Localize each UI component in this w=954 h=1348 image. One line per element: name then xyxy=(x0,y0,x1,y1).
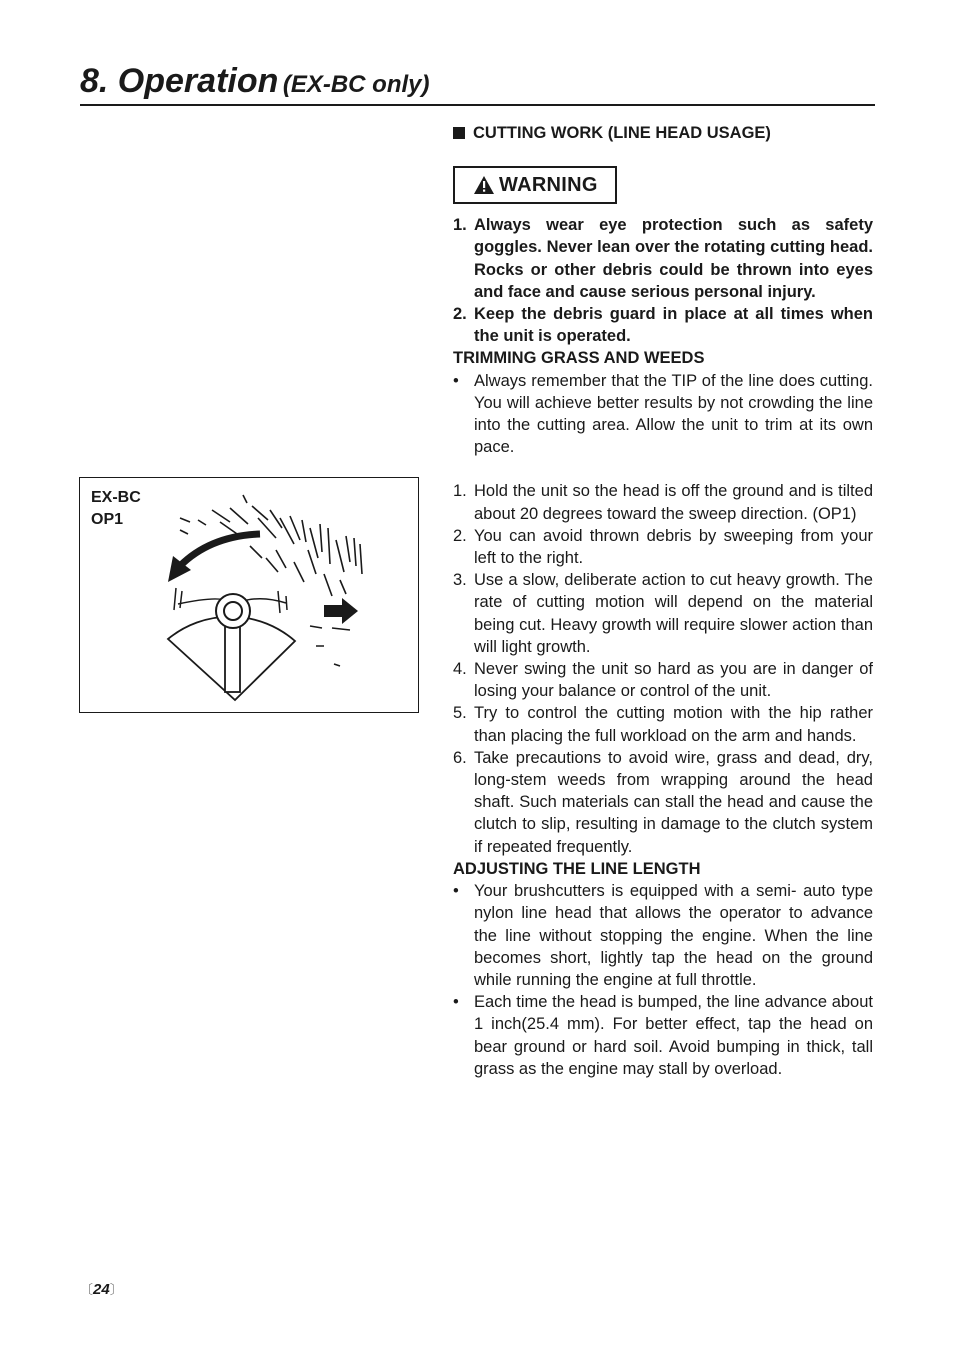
page-title xyxy=(80,62,430,101)
step-number: 3. xyxy=(453,571,467,590)
section-heading-text: CUTTING WORK (LINE HEAD USAGE) xyxy=(473,124,771,142)
step-text: You can avoid thrown debris by sweeping from your left to the right. xyxy=(474,526,873,568)
adjusting-bullet-text: Each time the head is bumped, the line advance about 1 inch(25.4 mm). For better effect, tap the head on bear ground or hard soil. Avoid bumping in thick, tall grass as the engine may stall by overload. xyxy=(474,993,873,1078)
figure-label xyxy=(91,487,141,531)
warning-item xyxy=(453,303,873,347)
sweep-arrow-shape xyxy=(180,534,260,566)
figure-label-model: EX-BC xyxy=(91,489,141,506)
page-header xyxy=(80,62,875,106)
trimming-step xyxy=(453,747,873,858)
direction-arrow-shape xyxy=(324,605,344,617)
warning-label: WARNING xyxy=(499,174,598,197)
square-bullet-icon xyxy=(453,127,465,139)
trimming-bullet-text: Always remember that the TIP of the line does cutting. You will achieve better results by not crowding the line into the cutting area. Allow the unit to trim at its own pace. xyxy=(474,371,873,457)
page-title-main: 8. Operation xyxy=(80,62,279,100)
step-text: Try to control the cutting motion with the hip rather than placing the full workload on the arm and hands. xyxy=(474,704,873,745)
step-number: 2. xyxy=(453,526,467,545)
step-number: 1. xyxy=(453,482,467,501)
adjusting-bullet xyxy=(453,880,873,991)
step-number: 6. xyxy=(453,748,467,767)
trimming-step xyxy=(453,525,873,569)
section-heading xyxy=(453,122,873,144)
figure-op1 xyxy=(79,477,419,713)
bullet-dot-icon: • xyxy=(453,371,459,390)
adjusting-heading: ADJUSTING THE LINE LENGTH xyxy=(453,859,701,878)
step-number: 5. xyxy=(453,704,467,723)
warning-triangle-icon xyxy=(473,175,495,195)
figure-label-code: OP1 xyxy=(91,511,124,528)
trimming-step xyxy=(453,702,873,746)
bullet-dot-icon: • xyxy=(453,882,459,901)
warning-box xyxy=(453,166,617,204)
step-text: Use a slow, deliberate action to cut heavy growth. The rate of cutting motion will depend on the material being cut. Heavy growth will require slower action than will light growth. xyxy=(474,571,873,656)
step-text: Take precautions to avoid wire, grass and dead, dry, long-stem weeds from wrapping around the head shaft. Such materials can stall the head and cause the clutch to slip, resulting in damage to the clutch system if repeated frequently. xyxy=(474,748,873,856)
warning-item xyxy=(453,214,873,303)
warning-text: Always wear eye protection such as safety goggles. Never lean over the rotating cutting head. Rocks or other debris could be thrown into eyes and face and cause serious personal injury. xyxy=(474,216,873,301)
bullet-dot-icon: • xyxy=(453,993,459,1012)
warning-number: 2. xyxy=(453,305,467,324)
step-text: Hold the unit so the head is off the ground and is tilted about 20 degrees toward the sweep direction. (OP1) xyxy=(474,482,873,523)
content-column xyxy=(453,122,873,1080)
page-bracket-left: 〔 xyxy=(80,1282,94,1297)
step-number: 4. xyxy=(453,660,467,679)
step-text: Never swing the unit so hard as you are in danger of losing your balance or control of the unit. xyxy=(474,660,873,701)
adjusting-bullet xyxy=(453,991,873,1080)
trimming-bullet xyxy=(453,370,873,459)
trimming-step xyxy=(453,569,873,658)
trimming-heading: TRIMMING GRASS AND WEEDS xyxy=(453,349,705,368)
warning-text: Keep the debris guard in place at all times when the unit is operated. xyxy=(474,305,873,346)
page-footer xyxy=(80,1279,123,1298)
warning-number: 1. xyxy=(453,216,467,235)
trimming-step xyxy=(453,658,873,702)
page-bracket-right: 〕 xyxy=(109,1282,123,1297)
adjusting-bullet-text: Your brushcutters is equipped with a semi- auto type nylon line head that allows the operator to advance the line without stopping the engine. When the line becomes short, lightly tap the head on the ground while running the engine at full throttle. xyxy=(474,882,873,989)
page-title-sub: (EX-BC only) xyxy=(282,71,430,98)
page-number: 24 xyxy=(93,1281,110,1298)
trimming-step xyxy=(453,480,873,524)
